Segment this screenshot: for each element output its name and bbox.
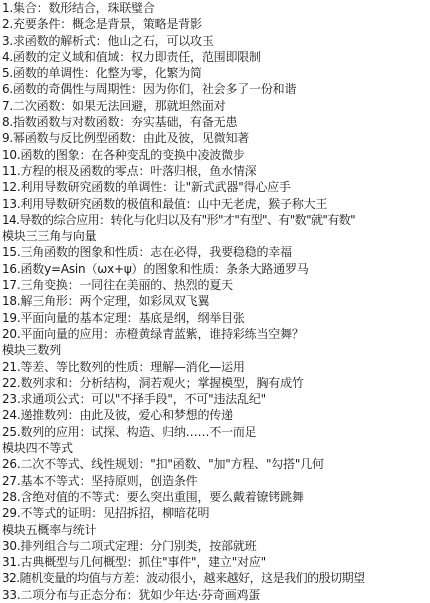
text-line: 6.函数的奇偶性与周期性：因为你们，社会多了一份和谐 — [2, 82, 297, 97]
document-text — [2, 0, 430, 603]
text-line: 23.求通项公式：可以"不择手段"，不可"违法乱纪" — [2, 392, 266, 407]
text-line: 10.函数的图象：在各种变乱的变换中凌波微步 — [2, 147, 245, 162]
text-line: 28.含绝对值的不等式：要么突出重围，要么戴着镣铐跳舞 — [2, 489, 304, 504]
text-line: 16.函数y=Asin（ωx+ψ）的图象和性质：条条大路通罗马 — [2, 261, 309, 276]
text-line: 31.古典概型与几何概型：抓住"事件"，建立"对应" — [2, 555, 266, 570]
text-line: 18.解三角形：两个定理，如彩凤双飞翼 — [2, 294, 210, 309]
text-line: 11.方程的根及函数的零点：叶落归根，鱼水情深 — [2, 163, 257, 178]
text-line: 15.三角函数的图象和性质：志在必得，我要稳稳的幸福 — [2, 245, 292, 260]
text-line: 3.求函数的解析式：他山之石，可以攻玉 — [2, 33, 214, 48]
text-line: 32.随机变量的均值与方差：波动很小，越来越好，这是我们的殷切期望 — [2, 571, 365, 586]
text-line: 13.利用导数研究函数的极值和最值：山中无老虎，猴子称大王 — [2, 196, 328, 211]
text-line: 27.基本不等式：坚持原则，创造条件 — [2, 473, 198, 488]
text-line: 22.数列求和：分析结构，洞若观火；掌握模型，胸有成竹 — [2, 375, 304, 390]
text-line: 12.利用导数研究函数的单调性：让"新式武器"得心应手 — [2, 180, 291, 195]
text-line: 8.指数函数与对数函数：夯实基础，有备无患 — [2, 115, 238, 130]
text-line: 30.排列组合与二项式定理：分门别类，按部就班 — [2, 538, 257, 553]
text-line: 26.二次不等式、线性规划："扣"函数、"加"方程、"勾搭"几何 — [2, 457, 324, 472]
section-heading: 模块三数列 — [2, 343, 62, 358]
section-heading: 模块四不等式 — [2, 441, 73, 456]
section-heading: 模块三三角与向量 — [2, 229, 97, 244]
section-heading: 模块五概率与统计 — [2, 522, 97, 537]
text-line: 2.充要条件：概念是背景，策略是背影 — [2, 17, 202, 32]
text-line: 14.导数的综合应用：转化与化归以及有"形"才"有型"、有"数"就"有数" — [2, 212, 356, 227]
text-line: 33.二项分布与正态分布：犹如少年达·芬奇画鸡蛋 — [2, 587, 261, 602]
text-line: 5.函数的单调性：化整为零，化繁为简 — [2, 66, 202, 81]
text-line: 25.数列的应用：试探、构造、归纳……不一而足 — [2, 424, 257, 439]
text-line: 17.三角变换：一同往在美丽的、热烈的夏天 — [2, 278, 233, 293]
text-line: 20.平面向量的应用：赤橙黄绿青蓝紫，谁持彩练当空舞？ — [2, 326, 304, 341]
text-line: 4.函数的定义域和值域：权力即责任，范围即限制 — [2, 49, 261, 64]
text-line: 24.递推数列：由此及彼，爱心和梦想的传递 — [2, 408, 233, 423]
text-line: 1.集合：数形结合，珠联璧合 — [2, 1, 155, 15]
text-line: 21.等差、等比数列的性质：理解—消化—运用 — [2, 359, 245, 374]
text-line: 9.幂函数与反比例型函数：由此及彼，见微知著 — [2, 131, 250, 146]
text-line: 29.不等式的证明：见招拆招，柳暗花明 — [2, 506, 210, 521]
text-line: 7.二次函数：如果无法回避，那就坦然面对 — [2, 98, 226, 113]
text-line: 19.平面向量的基本定理：基底是纲，纲举目张 — [2, 310, 245, 325]
